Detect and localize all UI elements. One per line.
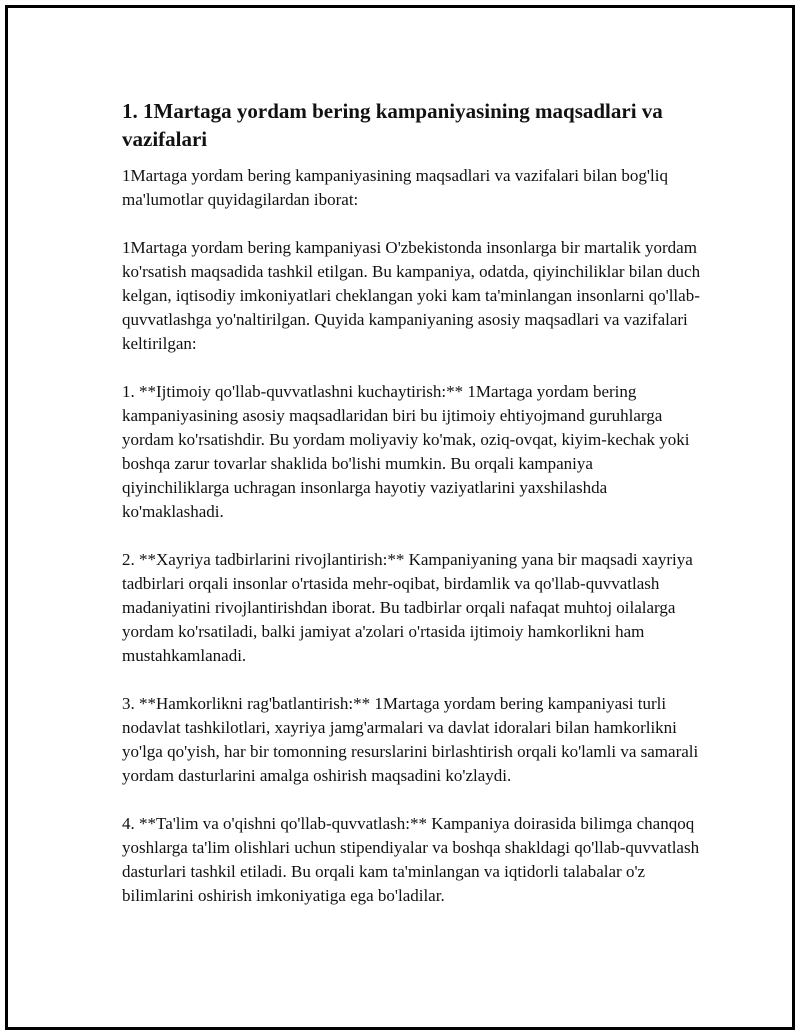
document-content bbox=[122, 97, 702, 908]
paragraph-goal-4: 4. **Ta'lim va o'qishni qo'llab-quvvatlash:** Kampaniya doirasida bilimga chanqoq yoshlarga ta'lim olishlari uchun stipendiyalar va boshqa shakldagi qo'llab-quvvatlash dasturlari tashkil etiladi. Bu orqali kam ta'minlangan va iqtidorli talabalar o'z bilimlarini oshirish imkoniyatiga ega bo'ladilar. bbox=[122, 814, 700, 905]
document-page bbox=[5, 5, 795, 1030]
paragraph-goal-2: 2. **Xayriya tadbirlarini rivojlantirish:** Kampaniyaning yana bir maqsadi xayriya tadbirlari orqali insonlar o'rtasida mehr-oqibat, birdamlik va qo'llab-quvvatlash madaniyatini rivojlantirishdan iborat. Bu tadbirlar orqali nafaqat muhtoj oilalarga yordam ko'rsatiladi, balki jamiyat a'zolari o'rtasida ijtimoiy hamkorlikni ham mustahkamlanadi. bbox=[122, 550, 693, 665]
intro-paragraph: 1Martaga yordam bering kampaniyasining maqsadlari va vazifalari bilan bog'liq ma'lumotlar quyidagilardan iborat: bbox=[122, 166, 668, 209]
paragraph-goal-3: 3. **Hamkorlikni rag'batlantirish:** 1Martaga yordam bering kampaniyasi turli nodavlat tashkilotlari, xayriya jamg'armalari va davlat idoralari bilan hamkorlikni yo'lga qo'yish, har bir tomonning resurslarini birlashtirish orqali ko'lamli va samarali yordam dasturlarini amalga oshirish maqsadini ko'zlaydi. bbox=[122, 694, 699, 785]
paragraph-goal-1: 1. **Ijtimoiy qo'llab-quvvatlashni kuchaytirish:** 1Martaga yordam bering kampaniyasining asosiy maqsadlaridan biri bu ijtimoiy ehtiyojmand guruhlarga yordam ko'rsatishdir. Bu yordam moliyaviy ko'mak, oziq-ovqat, kiyim-kechak yoki boshqa zarur tovarlar shaklida bo'lishi mumkin. Bu orqali kampaniya qiyinchiliklarga uchragan insonlarga hayotiy vaziyatlarini yaxshilashda ko'maklashadi. bbox=[122, 382, 690, 521]
section-heading: 1. 1Martaga yordam bering kampaniyasining maqsadlari va vazifalari bbox=[122, 99, 663, 151]
paragraph-overview: 1Martaga yordam bering kampaniyasi O'zbekistonda insonlarga bir martalik yordam ko'rsatish maqsadida tashkil etilgan. Bu kampaniya, odatda, qiyinchiliklar bilan duch kelgan, iqtisodiy imkoniyatlari cheklangan yoki kam ta'minlangan insonlarni qo'llab-quvvatlashga yo'naltirilgan. Quyida kampaniyaning asosiy maqsadlari va vazifalari keltirilgan: bbox=[122, 238, 701, 353]
